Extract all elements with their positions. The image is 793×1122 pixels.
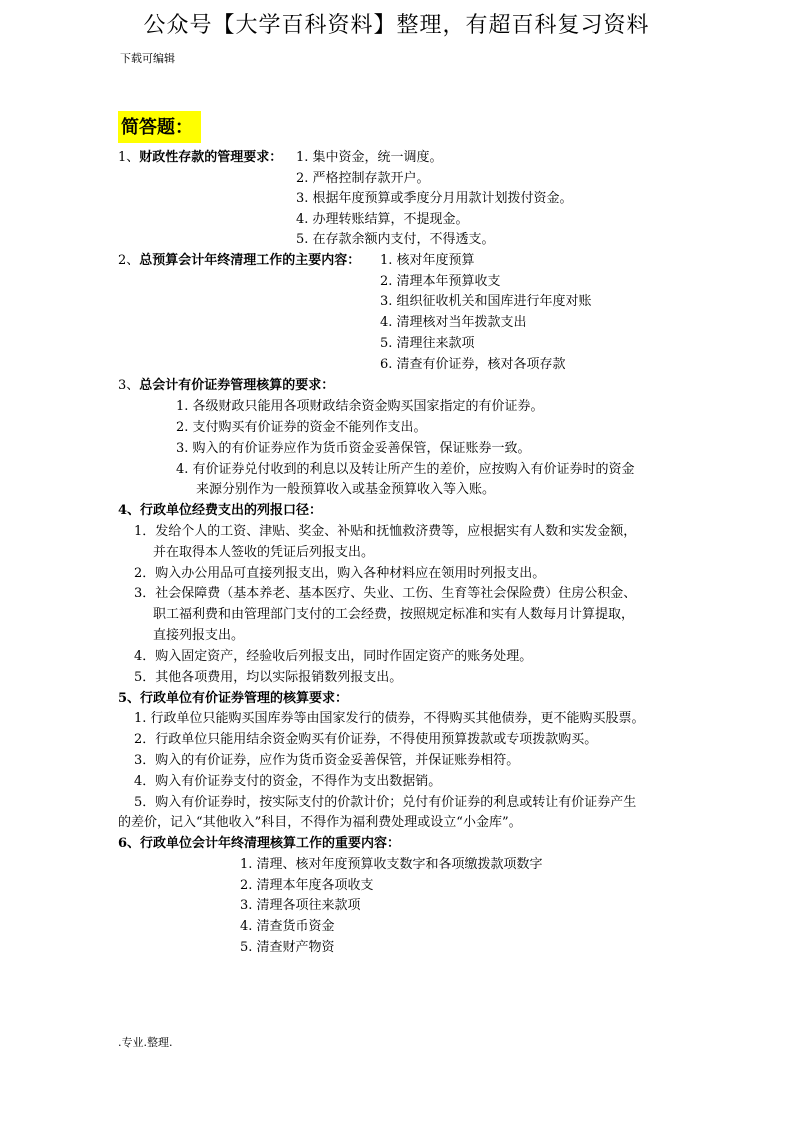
q3-item-4-continued: 来源分别作为一般预算收入或基金预算收入等入账。 xyxy=(196,482,496,497)
q6-item-1: 1. 清理、核对年度预算收支数字和各项缴拨款项数字 xyxy=(240,857,543,872)
q2-item-6: 6. 清查有价证券，核对各项存款 xyxy=(380,357,566,372)
q1-item-5: 5. 在存款余额内支付，不得透支。 xyxy=(296,232,495,247)
section-title: 简答题： xyxy=(118,111,201,143)
editable-note: 下载可编辑 xyxy=(120,52,175,65)
q3-heading xyxy=(118,378,334,394)
q1-item-2: 2. 严格控制存款开户。 xyxy=(296,171,430,186)
q1-number: 1、 xyxy=(118,150,140,165)
q2-item-1: 1. 核对年度预算 xyxy=(380,253,475,268)
q3-item-1: 1. 各级财政只能用各项财政结余资金购买国家指定的有价证券。 xyxy=(176,399,544,414)
q4-line-3: 2．购入办公用品可直接列报支出，购入各种材料应在领用时列报支出。 xyxy=(134,566,546,581)
q2-item-4: 4. 清理核对当年拨款支出 xyxy=(380,315,527,330)
q4-line-1: 1．发给个人的工资、津贴、奖金、补贴和抚恤救济费等，应根据实有人数和实发金额， xyxy=(134,524,637,539)
banner-title: 公众号【大学百科资料】整理，有超百科复习资料 xyxy=(143,13,650,38)
q6-item-3: 3. 清理各项往来款项 xyxy=(240,898,361,913)
q5-line-2: 2．行政单位只能用结余资金购买有价证券，不得使用预算拨款或专项拨款购买。 xyxy=(134,732,598,747)
q4-line-6: 直接列报支出。 xyxy=(153,628,245,643)
q5-line-5: 5．购入有价证券时，按实际支付的价款计价；兑付有价证券的利息或转让有价证券产生 xyxy=(134,795,637,810)
q2-item-2: 2. 清理本年预算收支 xyxy=(380,274,501,289)
q5-title: 5、行政单位有价证券管理的核算要求： xyxy=(118,691,349,706)
q3-item-4: 4. 有价证券兑付收到的利息以及转让所产生的差价，应按购入有价证券时的资金 xyxy=(176,462,635,477)
q1-item-1: 1. 集中资金，统一调度。 xyxy=(296,150,443,165)
q6-item-2: 2. 清理本年度各项收支 xyxy=(240,878,374,893)
q6-item-5: 5. 清查财产物资 xyxy=(240,940,335,955)
q1-item-4: 4. 办理转账结算，不提现金。 xyxy=(296,212,469,227)
q2-heading xyxy=(118,253,360,269)
q5-line-6: 的差价，记入“其他收入”科目，不得作为福利费处理或设立“小金库”。 xyxy=(118,815,522,830)
q5-line-1: 1. 行政单位只能购买国库券等由国家发行的债券，不得购买其他债券，更不能购买股票。 xyxy=(134,711,645,726)
q6-title: 6、行政单位会计年终清理核算工作的重要内容： xyxy=(118,836,401,851)
q3-item-2: 2. 支付购买有价证券的资金不能列作支出。 xyxy=(176,420,427,435)
q6-item-4: 4. 清查货币资金 xyxy=(240,919,335,934)
q4-line-7: 4．购入固定资产，经验收后列报支出，同时作固定资产的账务处理。 xyxy=(134,649,533,664)
q4-line-5: 职工福利费和由管理部门支付的工会经费，按照规定标准和实有人数每月计算提取， xyxy=(153,607,635,622)
q3-number: 3、 xyxy=(118,378,140,393)
q2-title: 总预算会计年终清理工作的主要内容： xyxy=(139,253,361,268)
q3-title: 总会计有价证券管理核算的要求： xyxy=(139,378,335,393)
q4-title: 4、行政单位经费支出的列报口径： xyxy=(118,503,323,518)
q1-title: 财政性存款的管理要求： xyxy=(139,150,283,165)
q3-item-3: 3. 购入的有价证券应作为货币资金妥善保管，保证账券一致。 xyxy=(176,441,531,456)
q4-line-4: 3．社会保障费（基本养老、基本医疗、失业、工伤、生育等社会保险费）住房公积金、 xyxy=(134,586,637,601)
q2-number: 2、 xyxy=(118,253,140,268)
q5-line-4: 4．购入有价证券支付的资金，不得作为支出数据销。 xyxy=(134,774,442,789)
q4-line-2: 并在取得本人签收的凭证后列报支出。 xyxy=(153,545,375,560)
footer-note: .专业.整理. xyxy=(118,1036,173,1049)
q1-item-3: 3. 根据年度预算或季度分月用款计划拨付资金。 xyxy=(296,191,573,206)
q1-heading xyxy=(118,150,282,166)
q2-item-3: 3. 组织征收机关和国库进行年度对账 xyxy=(380,294,592,309)
q5-line-3: 3．购入的有价证券，应作为货币资金妥善保管，并保证账券相符。 xyxy=(134,753,520,768)
q2-item-5: 5. 清理往来款项 xyxy=(380,336,475,351)
q4-line-8: 5．其他各项费用，均以实际报销数列报支出。 xyxy=(134,670,403,685)
